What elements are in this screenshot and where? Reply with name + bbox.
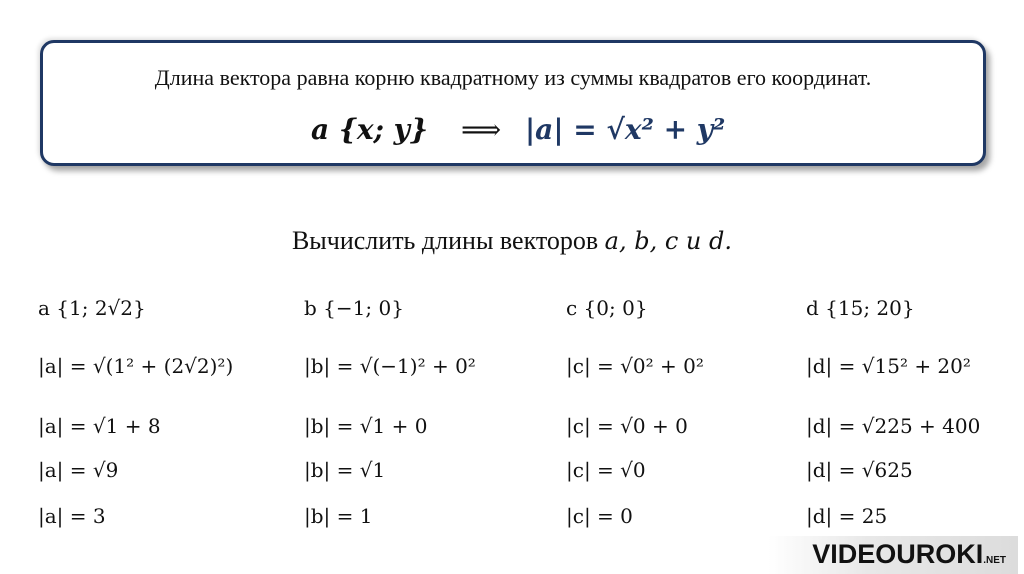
task-heading [0,226,1024,256]
vector-a-step3: |a| = √9 [38,458,119,482]
implies-symbol: ⟹ [461,113,502,146]
formula-length: |a| = √x² + y² [525,113,726,146]
vector-d-result: |d| = 25 [806,504,888,528]
rule-text: Длина вектора равна корню квадратному из суммы квадратов его координат. [154,65,872,90]
vector-b-step2: |b| = √1 + 0 [304,414,428,438]
vector-a-step2: |a| = √1 + 8 [38,414,161,438]
vector-b-step3: |b| = √1 [304,458,386,482]
vector-b-step1: |b| = √(−1)² + 0² [304,354,476,378]
vector-b-result: |b| = 1 [304,504,373,528]
vector-c-result: |c| = 0 [566,504,633,528]
vector-a-result: |a| = 3 [38,504,106,528]
logo-suffix: .NET [983,555,1006,566]
vector-c-step2: |c| = √0 + 0 [566,414,688,438]
vector-d-step2: |d| = √225 + 400 [806,414,981,438]
vector-a-coords: a {1; 2√2} [38,296,146,320]
vector-d-step1: |d| = √15² + 20² [806,354,971,378]
logo-text: VIDEOUROKI [812,539,984,569]
vector-b-coords: b {−1; 0} [304,296,404,320]
vector-c-step3: |c| = √0 [566,458,646,482]
task-text: Вычислить длины векторов [291,226,599,255]
vector-c-coords: c {0; 0} [566,296,648,320]
vector-d-coords: d {15; 20} [806,296,915,320]
vector-d-step3: |d| = √625 [806,458,913,482]
task-vectors: a, b, c и d. [604,227,733,255]
videouroki-logo [768,536,1018,574]
formula-vector: a {x; y} [311,113,428,146]
vector-c-step1: |c| = √0² + 0² [566,354,704,378]
rule-box [40,40,986,166]
vector-a-step1: |a| = √(1² + (2√2)²) [38,354,234,378]
